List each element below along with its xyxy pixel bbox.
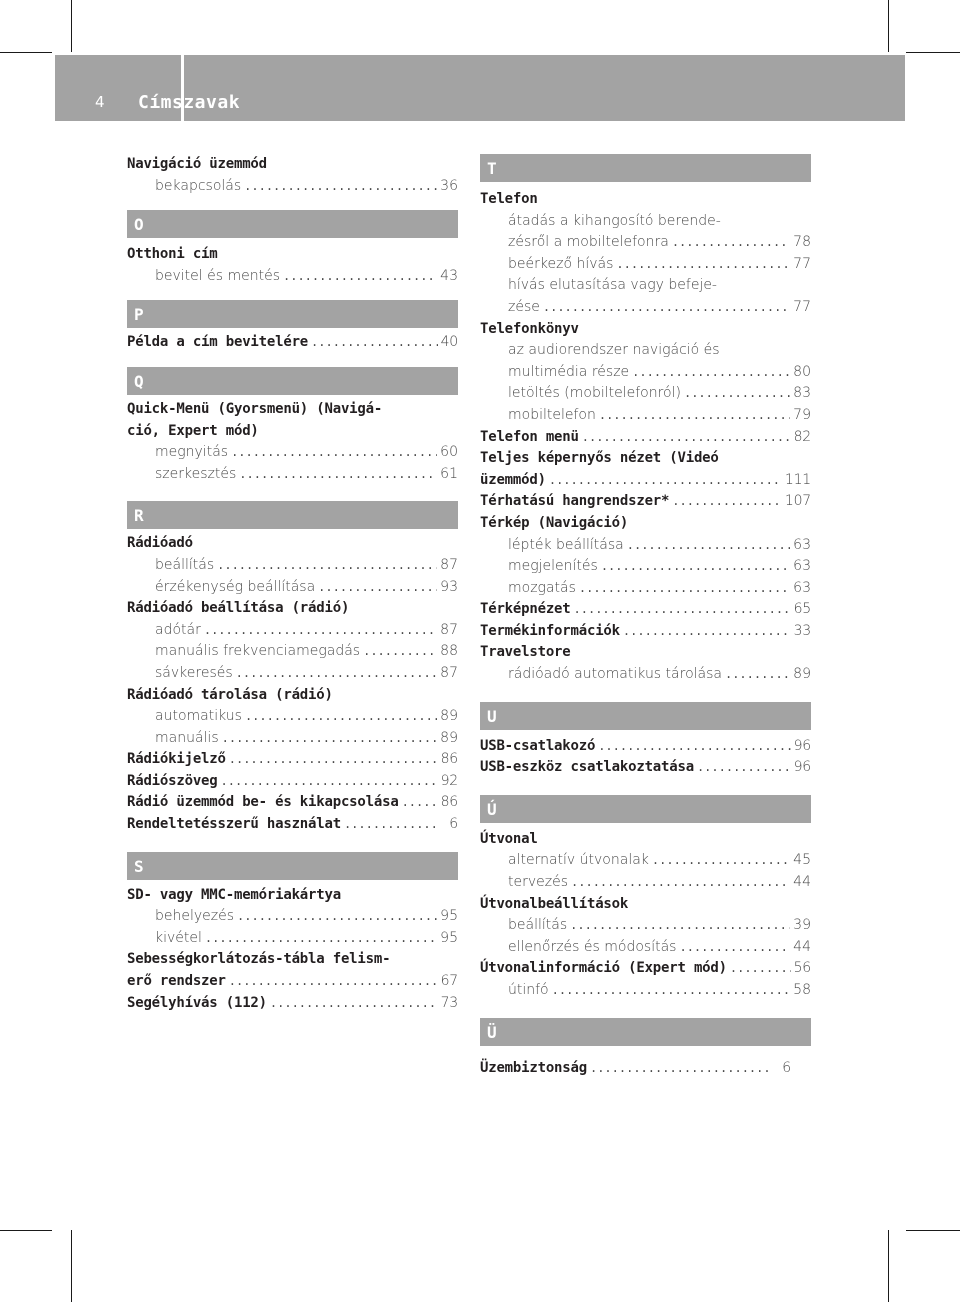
dot-leader xyxy=(344,814,439,836)
entry-label: Segélyhívás (112) xyxy=(127,994,267,1011)
index-group xyxy=(480,736,811,779)
index-entry xyxy=(127,421,458,443)
dot-leader xyxy=(549,470,782,492)
entry-label: manuális xyxy=(155,729,219,746)
page-reference: 43 xyxy=(440,267,458,284)
index-subentry xyxy=(127,442,458,464)
dot-leader xyxy=(598,736,790,758)
index-subentry xyxy=(480,383,811,405)
dot-leader xyxy=(204,620,437,642)
entry-label: Útvonalbeállítások xyxy=(480,895,629,912)
dot-leader xyxy=(579,578,790,600)
page-reference: 78 xyxy=(793,234,811,251)
entry-label: Rádióadó beállítása (rádió) xyxy=(127,600,350,617)
entry-label: zésről a mobiltelefonra xyxy=(508,234,669,251)
letter-heading: Q xyxy=(127,367,458,395)
crop-mark xyxy=(906,1230,960,1231)
dot-leader xyxy=(244,176,437,198)
crop-mark xyxy=(888,0,889,52)
index-subentry xyxy=(480,275,811,297)
index-subentry xyxy=(480,232,811,254)
index-subentry xyxy=(127,663,458,685)
index-entry xyxy=(480,642,811,664)
entry-label: bevitel és mentés xyxy=(155,267,280,284)
dot-leader xyxy=(222,728,438,750)
index-subentry xyxy=(480,578,811,600)
entry-label: mobiltelefon xyxy=(508,406,596,423)
page-reference: 86 xyxy=(440,751,458,768)
index-entry xyxy=(480,757,811,779)
page-reference: 65 xyxy=(793,601,811,618)
page-reference: 44 xyxy=(793,938,811,955)
entry-label: Térhatású hangrendszer* xyxy=(480,493,670,510)
entry-label: beállítás xyxy=(508,917,568,934)
page-reference: 93 xyxy=(440,578,458,595)
page-reference: 39 xyxy=(793,917,811,934)
entry-label: Üzembiztonság xyxy=(480,1059,587,1076)
index-subentry xyxy=(480,405,811,427)
dot-leader xyxy=(632,362,790,384)
index-subentry xyxy=(127,266,458,288)
letter-heading: O xyxy=(127,210,458,238)
entry-label: manuális frekvenciamegadás xyxy=(155,643,361,660)
entry-label: Térkép (Navigáció) xyxy=(480,514,629,531)
index-subentry xyxy=(127,928,458,950)
dot-leader xyxy=(229,749,438,771)
index-group xyxy=(127,244,458,287)
dot-leader xyxy=(590,1058,772,1080)
page-reference: 60 xyxy=(440,444,458,461)
entry-label: Rádiószöveg xyxy=(127,772,218,789)
index-group xyxy=(127,885,458,1015)
index-entry xyxy=(480,189,811,211)
entry-label: ció, Expert mód) xyxy=(127,422,259,439)
page-reference: 87 xyxy=(440,664,458,681)
dot-leader xyxy=(725,664,790,686)
page-reference: 87 xyxy=(440,621,458,638)
entry-label: adótár xyxy=(155,621,201,638)
index-subentry xyxy=(127,176,458,198)
letter-heading: Ú xyxy=(480,795,811,823)
page-reference: 33 xyxy=(793,622,811,639)
entry-label: Példa a cím bevitelére xyxy=(127,334,309,351)
entry-label: Otthoni cím xyxy=(127,246,218,263)
entry-label: lépték beállítása xyxy=(508,536,624,553)
index-group xyxy=(480,1058,791,1080)
dot-leader xyxy=(237,906,437,928)
entry-label: sávkeresés xyxy=(155,664,233,681)
page-reference: 83 xyxy=(793,385,811,402)
entry-label: rádióadó automatikus tárolása xyxy=(508,666,722,683)
page-reference: 89 xyxy=(440,729,458,746)
entry-label: Termékinformációk xyxy=(480,622,620,639)
index-group xyxy=(480,829,811,1002)
entry-label: zése xyxy=(508,298,540,315)
dot-leader xyxy=(245,706,437,728)
entry-label: beállítás xyxy=(155,556,215,573)
index-subentry xyxy=(480,980,811,1002)
index-entry xyxy=(127,814,458,836)
index-subentry xyxy=(480,937,811,959)
dot-leader xyxy=(574,599,791,621)
entry-label: az audiorendszer navigáció és xyxy=(508,342,720,359)
page-reference: 89 xyxy=(440,708,458,725)
entry-label: útinfó xyxy=(508,982,549,998)
dot-leader xyxy=(543,297,790,319)
page-reference: 96 xyxy=(793,759,811,776)
page-reference: 6 xyxy=(449,816,458,833)
dot-leader xyxy=(582,427,791,449)
index-entry xyxy=(127,332,458,354)
index-entry xyxy=(480,736,811,758)
letter-heading: U xyxy=(480,702,811,730)
dot-leader xyxy=(239,464,437,486)
dot-leader xyxy=(571,872,790,894)
index-column-left xyxy=(127,154,458,1014)
index-entry xyxy=(127,949,458,971)
page-reference: 86 xyxy=(440,794,458,811)
index-entry xyxy=(480,427,811,449)
dot-leader xyxy=(672,491,782,513)
page-reference: 89 xyxy=(793,666,811,683)
index-group xyxy=(127,399,458,485)
page-reference: 96 xyxy=(793,737,811,754)
entry-label: tervezés xyxy=(508,874,569,891)
dot-leader xyxy=(627,535,790,557)
index-entry xyxy=(480,1058,791,1080)
entry-label: behelyezés xyxy=(155,908,235,925)
page-reference: 87 xyxy=(440,556,458,573)
entry-label: szerkesztés xyxy=(155,465,237,482)
page-reference: 92 xyxy=(440,772,458,789)
index-column-right xyxy=(480,154,811,1079)
page-reference: 107 xyxy=(784,493,811,510)
index-entry xyxy=(480,894,811,916)
index-entry xyxy=(127,685,458,707)
page-reference: 95 xyxy=(440,929,458,946)
entry-label: hívás elutasítása vagy befeje- xyxy=(508,277,717,294)
page-reference: 77 xyxy=(793,298,811,315)
page-reference: 80 xyxy=(793,363,811,380)
index-subentry xyxy=(127,641,458,663)
dot-leader xyxy=(616,254,790,276)
dot-leader xyxy=(730,958,791,980)
entry-label: megjelenítés xyxy=(508,558,598,575)
page-reference: 63 xyxy=(793,558,811,575)
dot-leader xyxy=(684,383,790,405)
crop-mark xyxy=(906,52,960,53)
index-entry xyxy=(127,399,458,421)
dot-leader xyxy=(311,332,438,354)
entry-label: üzemmód) xyxy=(480,471,546,488)
letter-heading: Ü xyxy=(480,1018,811,1046)
page-reference: 40 xyxy=(440,334,458,351)
page-reference: 88 xyxy=(440,643,458,660)
index-subentry xyxy=(480,872,811,894)
index-entry xyxy=(127,244,458,266)
dot-leader xyxy=(217,555,437,577)
entry-label: multimédia része xyxy=(508,363,630,380)
crop-mark xyxy=(71,1230,72,1302)
index-subentry xyxy=(480,254,811,276)
index-subentry xyxy=(480,556,811,578)
letter-heading: S xyxy=(127,852,458,880)
page-reference: 44 xyxy=(793,874,811,891)
entry-label: Teljes képernyős nézet (Videó xyxy=(480,450,719,467)
index-subentry xyxy=(127,906,458,928)
page-reference: 61 xyxy=(440,465,458,482)
dot-leader xyxy=(697,757,791,779)
entry-label: Útvonalinformáció (Expert mód) xyxy=(480,960,727,977)
entry-label: Rádióadó xyxy=(127,535,193,552)
entry-label: Navigáció üzemmód xyxy=(127,156,267,172)
page-reference: 58 xyxy=(793,982,811,998)
index-subentry xyxy=(127,728,458,750)
entry-label: Telefon menü xyxy=(480,428,579,445)
entry-label: Rádiókijelző xyxy=(127,751,226,768)
index-subentry xyxy=(480,340,811,362)
entry-label: Útvonal xyxy=(480,830,538,847)
page-reference: 73 xyxy=(440,994,458,1011)
index-entry xyxy=(127,749,458,771)
index-entry xyxy=(480,470,811,492)
dot-leader xyxy=(652,850,790,872)
letter-heading: R xyxy=(127,501,458,529)
page-reference: 111 xyxy=(784,471,811,488)
dot-leader xyxy=(679,937,790,959)
letter-heading: T xyxy=(480,154,811,182)
letter-heading: P xyxy=(127,300,458,328)
index-group xyxy=(480,189,811,686)
entry-label: USB-csatlakozó xyxy=(480,737,596,754)
entry-label: Rendeltetésszerű használat xyxy=(127,816,341,833)
index-entry xyxy=(127,885,458,907)
index-entry xyxy=(480,599,811,621)
page-reference: 82 xyxy=(793,428,811,445)
index-subentry xyxy=(480,211,811,233)
dot-leader xyxy=(318,577,437,599)
entry-label: Travelstore xyxy=(480,644,571,661)
page-reference: 63 xyxy=(793,536,811,553)
index-entry xyxy=(480,829,811,851)
index-group xyxy=(127,154,458,197)
dot-leader xyxy=(221,771,438,793)
index-subentry xyxy=(127,555,458,577)
index-entry xyxy=(480,448,811,470)
dot-leader xyxy=(402,792,438,814)
index-subentry xyxy=(480,362,811,384)
index-subentry xyxy=(127,577,458,599)
entry-label: Sebességkorlátozás-tábla felism- xyxy=(127,951,391,968)
dot-leader xyxy=(205,928,437,950)
index-entry xyxy=(480,621,811,643)
entry-label: Quick-Menü (Gyorsmenü) (Navigá- xyxy=(127,400,383,417)
index-subentry xyxy=(480,535,811,557)
entry-label: átadás a kihangosító berende- xyxy=(508,212,721,229)
index-subentry xyxy=(127,464,458,486)
page-reference: 79 xyxy=(793,406,811,423)
entry-label: automatikus xyxy=(155,708,242,725)
page-reference: 67 xyxy=(440,973,458,990)
crop-mark xyxy=(0,1230,52,1231)
dot-leader xyxy=(270,993,438,1015)
entry-label: megnyitás xyxy=(155,444,229,461)
index-group xyxy=(127,533,458,835)
entry-label: Rádió üzemmód be- és kikapcsolása xyxy=(127,794,399,811)
page-number: 4 xyxy=(95,93,105,111)
dot-leader xyxy=(552,980,791,1002)
page-reference: 95 xyxy=(440,908,458,925)
crop-mark xyxy=(888,1230,889,1302)
page-header xyxy=(55,55,905,121)
dot-leader xyxy=(672,232,790,254)
entry-label: USB-eszköz csatlakoztatása xyxy=(480,759,694,776)
entry-label: SD- vagy MMC-memóriakártya xyxy=(127,886,341,903)
index-subentry xyxy=(480,850,811,872)
entry-label: érzékenység beállítása xyxy=(155,578,316,595)
dot-leader xyxy=(599,405,790,427)
index-entry xyxy=(127,971,458,993)
dot-leader xyxy=(236,663,438,685)
entry-label: bekapcsolás xyxy=(155,177,242,194)
page-reference: 45 xyxy=(793,852,811,869)
index-subentry xyxy=(127,620,458,642)
page-reference: 56 xyxy=(793,960,811,977)
page-reference: 63 xyxy=(793,579,811,596)
entry-label: erő rendszer xyxy=(127,973,226,990)
index-entry xyxy=(127,154,458,176)
entry-label: ellenőrzés és módosítás xyxy=(508,938,677,955)
index-entry xyxy=(480,491,811,513)
dot-leader xyxy=(283,266,437,288)
dot-leader xyxy=(229,971,438,993)
index-entry xyxy=(127,771,458,793)
index-entry xyxy=(480,958,811,980)
index-entry xyxy=(480,513,811,535)
entry-label: letöltés (mobiltelefonról) xyxy=(508,385,681,402)
page-title: Címszavak xyxy=(138,92,241,113)
index-group xyxy=(127,332,458,354)
index-subentry xyxy=(480,915,811,937)
page-reference: 36 xyxy=(440,177,458,194)
dot-leader xyxy=(570,915,790,937)
entry-label: Rádióadó tárolása (rádió) xyxy=(127,686,333,703)
page-reference: 6 xyxy=(782,1059,791,1076)
index-entry xyxy=(127,598,458,620)
entry-label: Telefon xyxy=(480,191,538,207)
index-entry xyxy=(127,533,458,555)
dot-leader xyxy=(231,442,437,464)
entry-label: Térképnézet xyxy=(480,601,571,618)
crop-mark xyxy=(71,0,72,52)
index-subentry xyxy=(480,297,811,319)
index-entry xyxy=(127,993,458,1015)
page-reference: 77 xyxy=(793,255,811,272)
crop-mark xyxy=(0,52,52,53)
entry-label: Telefonkönyv xyxy=(480,320,579,337)
index-subentry xyxy=(480,664,811,686)
dot-leader xyxy=(623,621,791,643)
dot-leader xyxy=(363,641,437,663)
entry-label: beérkező hívás xyxy=(508,255,614,272)
entry-label: alternatív útvonalak xyxy=(508,852,649,869)
entry-label: mozgatás xyxy=(508,579,576,596)
dot-leader xyxy=(601,556,790,578)
entry-label: kivétel xyxy=(155,929,202,946)
index-entry xyxy=(127,792,458,814)
index-subentry xyxy=(127,706,458,728)
index-entry xyxy=(480,319,811,341)
